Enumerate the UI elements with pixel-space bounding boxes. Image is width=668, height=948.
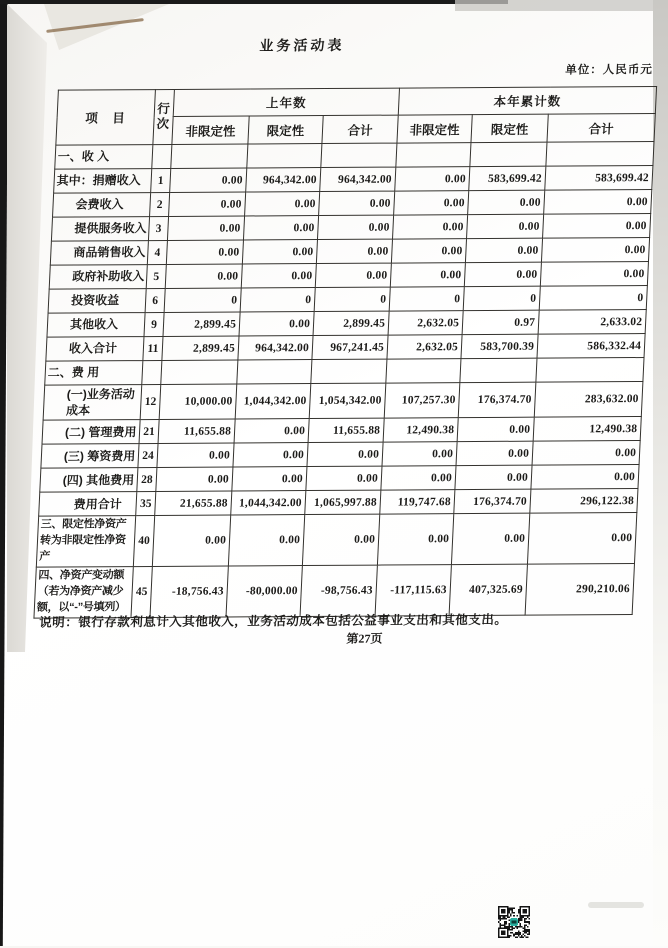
cell-value: 0.00 [228,515,304,566]
cell-value: 586,332.44 [537,334,645,359]
cell-value: 0.00 [391,239,466,263]
row-label: 商品销售收入 [50,241,148,266]
cell-value: 0.00 [456,442,533,466]
cell-value: 0.00 [167,216,244,240]
row-label: 会费收入 [53,193,151,218]
row-line-number: 3 [148,216,168,240]
cell-value: -117,115.63 [375,565,451,616]
cell-value: 0.00 [232,467,307,491]
row-line-number: 28 [137,468,157,492]
scan-smudge [588,902,644,908]
row-label: (二) 管理费用 [42,420,140,445]
cell-value: 0.00 [234,419,309,443]
cell-value: 2,632.05 [387,335,462,359]
table-row [55,142,654,170]
row-label: 投资收益 [48,289,146,314]
cell-value: 11,655.88 [308,418,384,442]
row-line-number: 6 [145,288,165,312]
table-row [50,238,649,266]
table-row [46,334,645,362]
cell-value [311,359,387,383]
row-line-number: 1 [151,168,171,192]
cell-value: 0.00 [243,216,318,240]
cell-value: 0.00 [239,312,314,336]
cell-value: 0.00 [381,466,456,490]
cell-value: 0.00 [540,262,648,287]
row-label: 收入合计 [46,337,144,362]
row-line-number: 45 [131,567,152,618]
cell-value: 119,747.68 [380,490,455,514]
unit-label: 单位：人民币元 [565,64,654,77]
cell-value [161,360,238,384]
cell-value: 583,700.39 [461,334,538,358]
row-line-number: 21 [139,420,159,444]
cell-value [171,144,248,168]
qr-code [498,906,530,938]
cell-value: 0.00 [166,240,243,264]
cell-value: 0.00 [306,466,382,490]
table-row [51,214,650,242]
col-group-prev-year: 上年数 [173,88,399,116]
cell-value: 2,633.02 [538,310,646,335]
cell-value: 1,054,342.00 [309,383,386,419]
row-line-number: 35 [136,492,156,516]
cell-value: 0.00 [319,191,395,215]
row-line-number: 11 [143,336,163,360]
cell-value: 0.00 [531,465,639,490]
col-header-line-no: 行次 [153,89,175,144]
row-label: (四) 其他费用 [40,468,138,493]
cell-value: 2,899.45 [163,312,240,336]
cell-value: 283,632.00 [534,382,643,418]
cell-value: 0 [164,288,241,312]
cell-value: 21,655.88 [155,491,232,515]
row-label: 一、收 入 [55,145,153,170]
cell-value [386,359,461,383]
row-label: 费用合计 [39,492,137,517]
cell-value: 0.00 [527,513,636,564]
cell-value: 0.00 [544,190,652,215]
cell-value: 290,210.06 [525,564,634,615]
row-label: 其他收入 [47,313,145,338]
cell-value: 0 [463,286,540,310]
row-label: (一)业务活动成本 [43,385,142,421]
col-header-prev-nonrestricted: 非限定性 [172,116,249,144]
cell-value: -18,756.43 [150,566,228,617]
cell-value: 0.00 [464,262,541,286]
row-label: 政府补助收入 [49,265,147,290]
table-row [39,489,638,517]
cell-value: 1,044,342.00 [235,384,311,420]
table-body [34,142,654,619]
cell-value: 0.00 [302,514,379,565]
cell-value: 2,899.45 [162,336,239,360]
row-line-number: 9 [144,312,164,336]
col-header-cur-total: 合计 [547,114,655,143]
cell-value: 0.00 [307,442,383,466]
table-row [48,286,647,314]
row-line-number: 4 [147,240,167,264]
cell-value: 0.00 [156,467,233,491]
row-line-number [142,360,162,384]
row-label: (三) 筹资费用 [41,444,139,469]
cell-value: 0.00 [467,214,544,238]
cell-value: 964,342.00 [238,336,313,360]
cell-value: 0 [240,288,315,312]
col-header-item: 项 目 [56,90,156,146]
cell-value [247,144,322,168]
table-row [47,310,646,338]
col-header-prev-total: 合计 [322,115,398,143]
business-activity-table [33,86,657,619]
cell-value: 12,490.38 [533,417,641,442]
cell-value: 0.00 [169,192,246,216]
cell-value: 0 [314,287,390,311]
cell-value: 0.00 [532,441,640,466]
cell-value: 1,065,997.88 [305,490,381,514]
cell-value [546,142,654,167]
row-line-number: 12 [140,384,161,419]
row-label: 四、净资产变动额（若为净资产减少额，以“-”号填列） [34,567,133,618]
col-header-prev-restricted: 限定性 [248,116,323,144]
table-row [54,166,653,194]
page-title: 业务活动表 [259,36,345,54]
cell-value: 964,342.00 [320,167,396,191]
table-row [49,262,648,290]
table-row [42,417,641,445]
cell-value: 0.00 [543,214,651,239]
cell-value: 176,374.70 [454,490,531,514]
cell-value: 0.00 [152,515,230,566]
cell-value: 0.00 [468,190,545,214]
row-line-number [152,144,172,168]
row-line-number: 40 [133,516,154,567]
cell-value: 0.00 [382,442,457,466]
row-line-number: 24 [138,444,158,468]
cell-value: 0.00 [395,167,470,191]
cell-value: 0.00 [394,191,469,215]
cell-value: 0.00 [541,238,649,263]
cell-value: 0.00 [455,466,532,490]
cell-value [321,143,397,167]
cell-value: 0.00 [242,240,317,264]
row-label: 三、限定性净资产转为非限定性净资产 [36,516,135,567]
cell-value: 0.00 [377,514,453,565]
footnote: 说明：银行存款利息计入其他收入，业务活动成本包括公益事业支出和其他支出。 [38,612,508,630]
cell-value: 0.00 [457,418,534,442]
col-group-current-year: 本年累计数 [398,87,656,116]
cell-value: 0.00 [393,215,468,239]
cell-value: 296,122.38 [530,489,638,514]
cell-value: 12,490.38 [383,418,458,442]
col-header-cur-restricted: 限定性 [471,114,548,142]
cell-value: 11,655.88 [158,419,235,443]
cell-value: 10,000.00 [159,384,237,420]
cell-value: 176,374.70 [458,382,536,418]
table-row [41,441,640,469]
cell-value: 0.00 [465,238,542,262]
cell-value [396,143,471,167]
cell-value: 0.00 [233,443,308,467]
cell-value: 0.97 [462,310,539,334]
cell-value: 2,899.45 [313,311,389,335]
table-row [36,513,637,567]
table-row [53,190,652,218]
row-line-number: 5 [146,264,166,288]
cell-value: 0.00 [241,264,316,288]
cell-value: 0 [389,287,464,311]
cell-value [237,360,312,384]
cell-value: 2,632.05 [388,311,463,335]
cell-value [536,358,644,383]
cell-value: -98,756.43 [300,565,377,616]
cell-value: 0.00 [165,264,242,288]
cell-value: 0.00 [170,168,247,192]
cell-value: 964,342.00 [246,168,321,192]
page-number: 第27页 [346,631,383,646]
cell-value: 583,699.42 [469,166,546,190]
row-label: 其中：捐赠收入 [54,169,152,194]
cell-value: 0.00 [451,514,529,565]
cell-value: 0.00 [157,443,234,467]
cell-value [470,142,547,166]
cell-value: 1,044,342.00 [231,491,306,515]
cell-value: 0 [539,286,647,311]
row-label: 二、费 用 [45,361,143,386]
cell-value: 967,241.45 [312,335,388,359]
table-row [43,382,643,421]
row-line-number: 2 [150,192,170,216]
cell-value: 407,325.69 [449,564,527,615]
cell-value: 583,699.42 [545,166,653,191]
cell-value: 0.00 [315,263,391,287]
col-header-cur-nonrestricted: 非限定性 [397,115,472,143]
cell-value: -80,000.00 [226,566,302,617]
cell-value: 0.00 [390,263,465,287]
cell-value [460,358,537,382]
row-label: 提供服务收入 [51,217,149,242]
table-row [45,358,644,386]
cell-value: 0.00 [316,239,392,263]
cell-value: 0.00 [317,215,393,239]
cell-value: 107,257.30 [384,383,460,419]
cell-value: 0.00 [245,192,320,216]
table-row [40,465,639,493]
